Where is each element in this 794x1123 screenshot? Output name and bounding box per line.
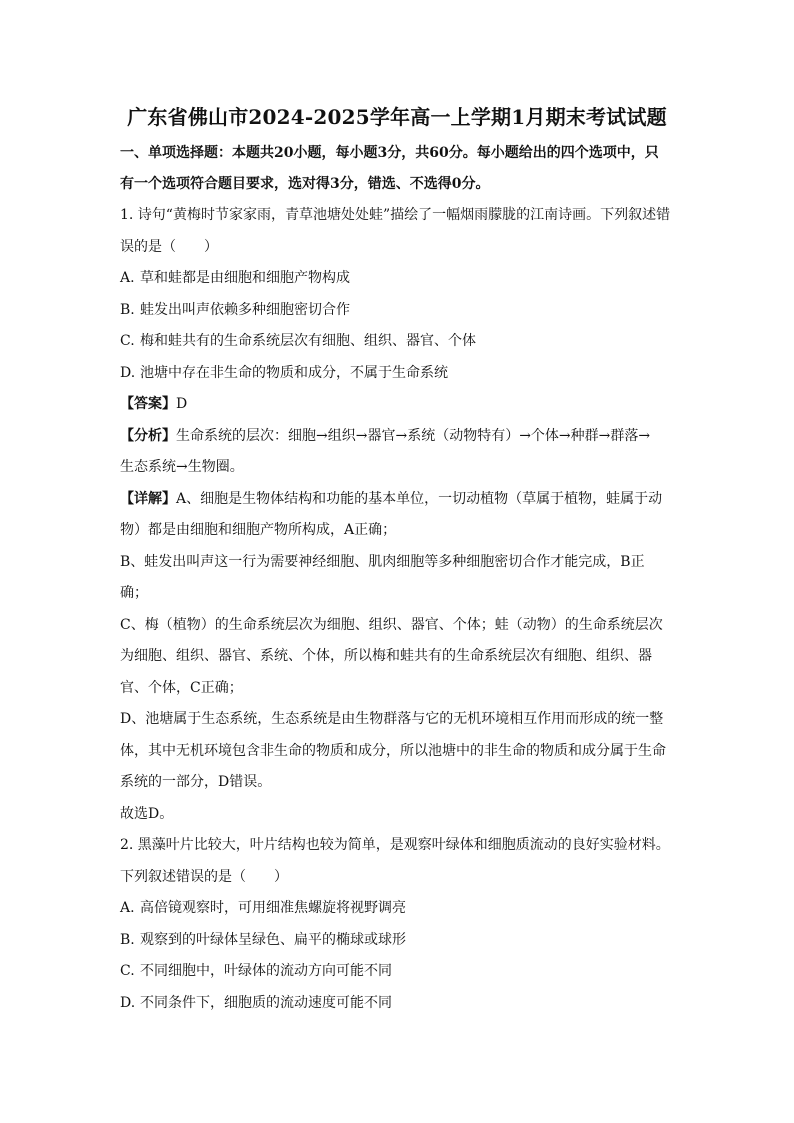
- question-1-option-b: [120, 295, 674, 327]
- question-1-option-d: [120, 358, 674, 390]
- option-letter: D.: [120, 364, 136, 381]
- option-text: 梅和蛙共有的生命系统层次有细胞、组织、器官、个体: [140, 333, 476, 349]
- question-1-detail-a-cont: 物）都是由细胞和细胞产物所构成，A正确；: [120, 522, 397, 538]
- question-1-detail-c-cont: 为细胞、组织、器官、系统、个体，所以梅和蛙共有的生命系统层次有细胞、组织、器: [120, 648, 652, 664]
- question-1-detail-d: D、池塘属于生态系统，生态系统是由生物群落与它的无机环境相互作用而形成的统一整: [120, 711, 664, 727]
- question-1: [120, 200, 674, 830]
- question-1-conclusion: 故选D。: [120, 805, 174, 822]
- section-instructions: [120, 138, 674, 200]
- option-text: 池塘中存在非生命的物质和成分，不属于生命系统: [140, 364, 448, 381]
- question-1-detail-d-cont: 系统的一部分，D错误。: [120, 774, 272, 790]
- question-1-option-a: [120, 263, 674, 295]
- question-2-option-a: [120, 893, 674, 925]
- question-1-analysis: [120, 421, 674, 453]
- section-instructions-line: 一、单项选择题：本题共20小题，每小题3分，共60分。每小题给出的四个选项中，只: [120, 145, 659, 161]
- option-text: 草和蛙都是由细胞和细胞产物构成: [140, 270, 350, 286]
- question-1-detail-c-cont: 官、个体，C正确；: [120, 679, 243, 696]
- option-text: 蛙发出叫声依赖多种细胞密切合作: [140, 301, 350, 318]
- answer-label: 【答案】: [120, 396, 176, 412]
- analysis-label: 【分析】: [120, 427, 176, 444]
- analysis-text: 生命系统的层次：细胞→组织→器官→系统（动物特有）→个体→种群→群落→: [176, 427, 651, 444]
- option-letter: B.: [120, 931, 135, 948]
- question-2-option-c: [120, 956, 674, 988]
- option-letter: D.: [120, 994, 136, 1011]
- option-letter: A.: [120, 900, 135, 916]
- question-1-detail-a: [120, 484, 674, 516]
- option-letter: B.: [120, 301, 135, 318]
- option-letter: C.: [120, 333, 135, 349]
- option-text: 不同条件下，细胞质的流动速度可能不同: [140, 994, 392, 1011]
- option-text: 观察到的叶绿体呈绿色、扁平的椭球或球形: [140, 931, 406, 948]
- question-1-option-c: [120, 326, 674, 358]
- question-2-stem: 下列叙述错误的是（ ）: [120, 868, 288, 885]
- option-letter: C.: [120, 963, 135, 979]
- question-1-analysis-cont: 生态系统→生物圈。: [120, 459, 244, 475]
- question-2-option-b: [120, 925, 674, 957]
- question-1-stem: 1. 诗句“黄梅时节家家雨，青草池塘处处蛙”描绘了一幅烟雨朦胧的江南诗画。下列叙述错: [120, 207, 671, 223]
- detail-label: 【详解】: [120, 490, 176, 507]
- question-2-option-d: [120, 988, 674, 1020]
- option-text: 高倍镜观察时，可用细准焦螺旋将视野调亮: [140, 900, 406, 916]
- question-1-answer: [120, 389, 674, 421]
- question-1-detail-b-cont: 确；: [120, 585, 148, 601]
- question-1-stem: 误的是（ ）: [120, 238, 218, 255]
- document-title: 广东省佛山市2024-2025学年高一上学期1月期末考试试题: [127, 105, 667, 129]
- question-2: [120, 830, 674, 1019]
- option-letter: A.: [120, 270, 135, 286]
- answer-value: D: [176, 396, 188, 412]
- question-2-stem: 2. 黑藻叶片比较大，叶片结构也较为简单，是观察叶绿体和细胞质流动的良好实验材料。: [120, 837, 670, 853]
- question-1-detail-d-cont: 体，其中无机环境包含非生命的物质和成分，所以池塘中的非生命的物质和成分属于生命: [120, 742, 666, 759]
- section-instructions-line: 有一个选项符合题目要求，选对得3分，错选、不选得0分。: [120, 176, 490, 192]
- option-text: 不同细胞中，叶绿体的流动方向可能不同: [140, 963, 392, 979]
- question-1-detail-b: B、蛙发出叫声这一行为需要神经细胞、肌肉细胞等多种细胞密切合作才能完成，B正: [120, 553, 645, 570]
- question-1-detail-c: C、梅（植物）的生命系统层次为细胞、组织、器官、个体；蛙（动物）的生命系统层次: [120, 616, 663, 633]
- detail-text: A、细胞是生物体结构和功能的基本单位，一切动植物（草属于植物，蛙属于动: [176, 490, 663, 507]
